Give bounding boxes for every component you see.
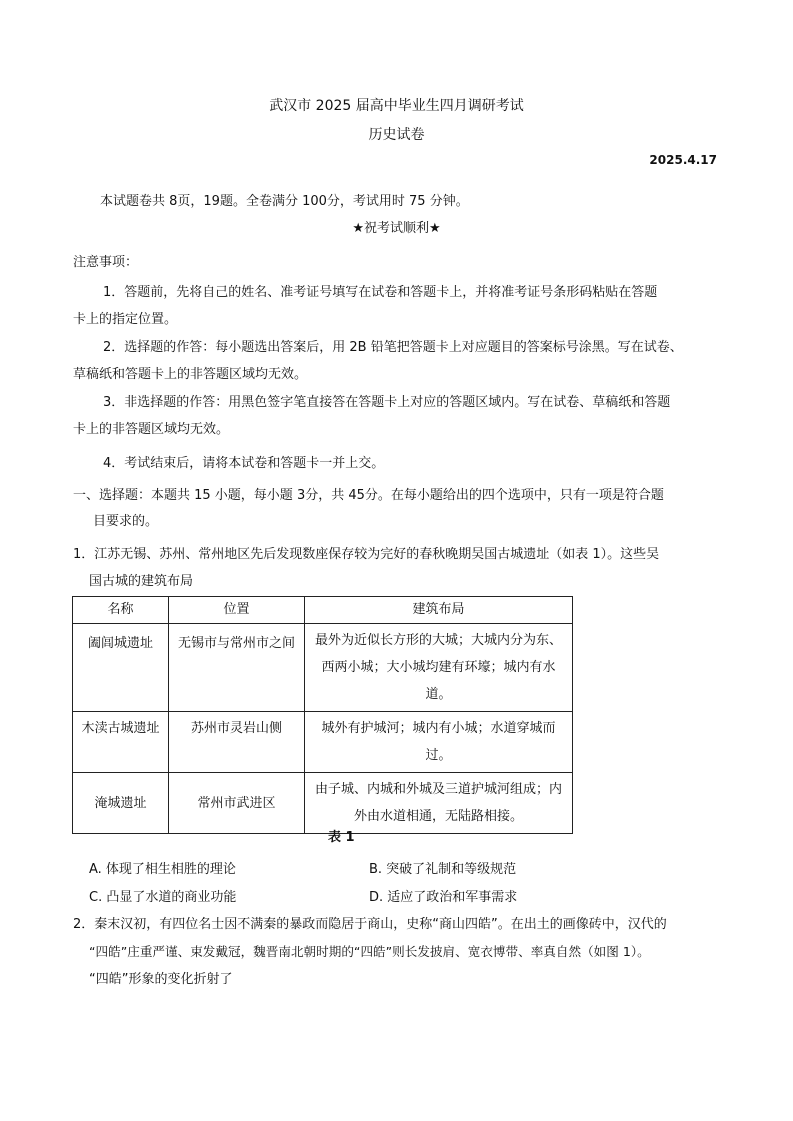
table-cell: 最外为近似长方形的大城；大城内分为东、西两小城；大小城均建有环壕；城内有水道。 (305, 624, 573, 712)
section-heading-cont: 目要求的。 (93, 514, 159, 529)
wish-line: ★祝考试顺利★ (352, 221, 441, 236)
exam-date: 2025.4.17 (649, 153, 717, 167)
notice-item: 卡上的指定位置。 (73, 312, 178, 327)
table-row (73, 773, 573, 834)
table-header: 名称 (73, 597, 169, 624)
table-1 (72, 596, 573, 834)
option-c: C. 凸显了水道的商业功能 (89, 890, 237, 905)
notice-item: 3．非选择题的作答：用黑色签字笔直接答在答题卡上对应的答题区域内。写在试卷、草稿纸和答题 (103, 395, 671, 410)
notice-item: 1．答题前，先将自己的姓名、准考证号填写在试卷和答题卡上，并将准考证号条形码粘贴在答题 (103, 285, 658, 300)
exam-subject: 历史试卷 (368, 127, 425, 143)
table-row (73, 712, 573, 773)
notice-item: 草稿纸和答题卡上的非答题区域均无效。 (73, 367, 308, 382)
question-2-stem-cont: “四皓”形象的变化折射了 (89, 972, 233, 987)
table-cell: 由子城、内城和外城及三道护城河组成；内外由水道相通，无陆路相接。 (305, 773, 573, 834)
table-cell: 淹城遗址 (73, 773, 169, 834)
notice-item: 4．考试结束后，请将本试卷和答题卡一并上交。 (103, 456, 385, 471)
notice-item: 卡上的非答题区域均无效。 (73, 422, 230, 437)
question-2-stem: 2．秦末汉初，有四位名士因不满秦的暴政而隐居于商山，史称“商山四皓”。在出土的画像砖中，汉代的 (73, 917, 667, 932)
table-cell: 木渎古城遗址 (73, 712, 169, 773)
table-row (73, 624, 573, 712)
question-2-stem-cont: “四皓”庄重严谨、束发戴冠，魏晋南北朝时期的“四皓”则长发披肩、宽衣博带、率真自然（如图 1）。 (89, 944, 650, 959)
table-cell: 苏州市灵岩山侧 (169, 712, 305, 773)
table-caption: 表 1 (328, 830, 355, 845)
table-header-row (73, 597, 573, 624)
option-b: B. 突破了礼制和等级规范 (369, 862, 517, 877)
section-heading: 一、选择题：本题共 15 小题，每小题 3分，共 45分。在每小题给出的四个选项中，只有一项是符合题 (73, 488, 664, 503)
exam-title: 武汉市 2025 届高中毕业生四月调研考试 (269, 98, 524, 114)
option-d: D. 适应了政治和军事需求 (369, 890, 518, 905)
table-header: 建筑布局 (305, 597, 573, 624)
table-cell: 阖闾城遗址 (73, 624, 169, 712)
table-cell: 常州市武进区 (169, 773, 305, 834)
question-1-stem: 1．江苏无锡、苏州、常州地区先后发现数座保存较为完好的春秋晚期吴国古城遗址（如表 1）。这些吴 (73, 547, 660, 562)
table-header: 位置 (169, 597, 305, 624)
notice-item: 2．选择题的作答：每小题选出答案后，用 2B 铅笔把答题卡上对应题目的答案标号涂黑。写在试卷、 (103, 340, 683, 355)
intro-text: 本试题卷共 8页，19题。全卷满分 100分，考试用时 75 分钟。 (100, 194, 469, 209)
question-1-stem-cont: 国古城的建筑布局 (89, 574, 194, 589)
option-a: A. 体现了相生相胜的理论 (89, 862, 236, 877)
notice-heading: 注意事项： (73, 255, 139, 270)
table-cell: 无锡市与常州市之间 (169, 624, 305, 712)
table-cell: 城外有护城河；城内有小城；水道穿城而过。 (305, 712, 573, 773)
